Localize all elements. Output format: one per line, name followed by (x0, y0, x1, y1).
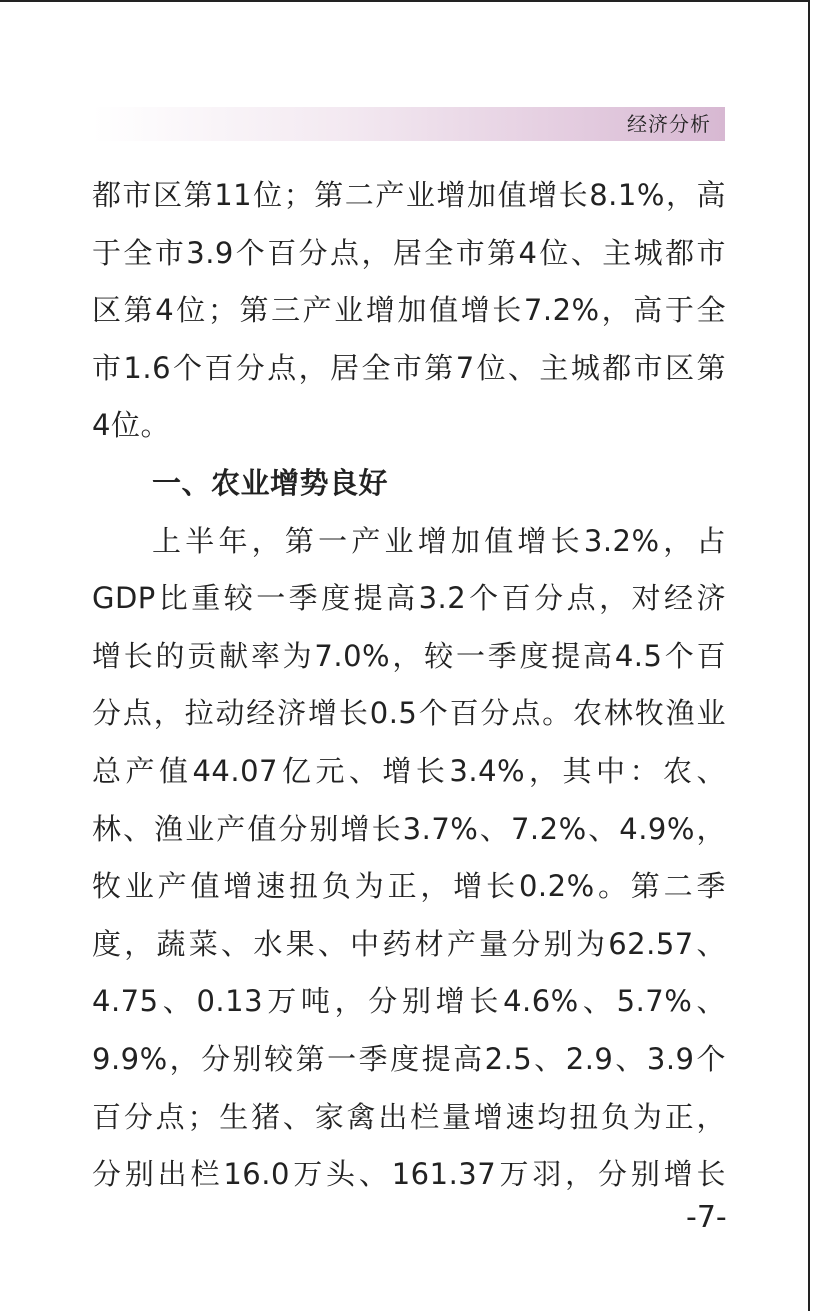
text-line: 增长的贡献率为7.0%，较一季度提高4.5个百 (92, 638, 726, 673)
page-margin (810, 0, 814, 1311)
text-line: GDP比重较一季度提高3.2个百分点，对经济 (92, 581, 726, 616)
text-line: 都市区第11位；第二产业增加值增长8.1%，高 (92, 178, 726, 212)
text-line: 总产值44.07亿元、增长3.4%，其中：农、 (92, 753, 726, 788)
text-line: 于全市3.9个百分点，居全市第4位、主城都市 (92, 235, 726, 270)
text-line: 百分点；生猪、家禽出栏量增速均扭负为正， (92, 1099, 726, 1134)
text-line: 区第4位；第三产业增加值增长7.2%，高于全 (92, 293, 726, 328)
page-frame-top (0, 0, 810, 2)
section-header-band (92, 107, 725, 141)
page-number: -7- (686, 1200, 727, 1235)
section-label: 经济分析 (627, 112, 711, 136)
body-text (92, 167, 732, 1204)
text-line: 分点，拉动经济增长0.5个百分点。农林牧渔业 (92, 696, 726, 731)
section-heading: 一、农业增势良好 (152, 465, 389, 500)
text-line: 上半年，第一产业增加值增长3.2%，占 (152, 523, 726, 558)
text-line: 市1.6个百分点，居全市第7位、主城都市区第 (92, 350, 726, 385)
text-line: 4.75、0.13万吨，分别增长4.6%、5.7%、 (92, 984, 726, 1019)
text-line: 4位。 (92, 408, 170, 443)
text-line: 牧业产值增速扭负为正，增长0.2%。第二季 (92, 869, 726, 904)
text-line: 分别出栏16.0万头、161.37万羽，分别增长 (92, 1157, 726, 1192)
text-line: 林、渔业产值分别增长3.7%、7.2%、4.9%， (92, 811, 726, 846)
text-line: 9.9%，分别较第一季度提高2.5、2.9、3.9个 (92, 1041, 726, 1076)
text-line: 度，蔬菜、水果、中药材产量分别为62.57、 (92, 926, 726, 961)
